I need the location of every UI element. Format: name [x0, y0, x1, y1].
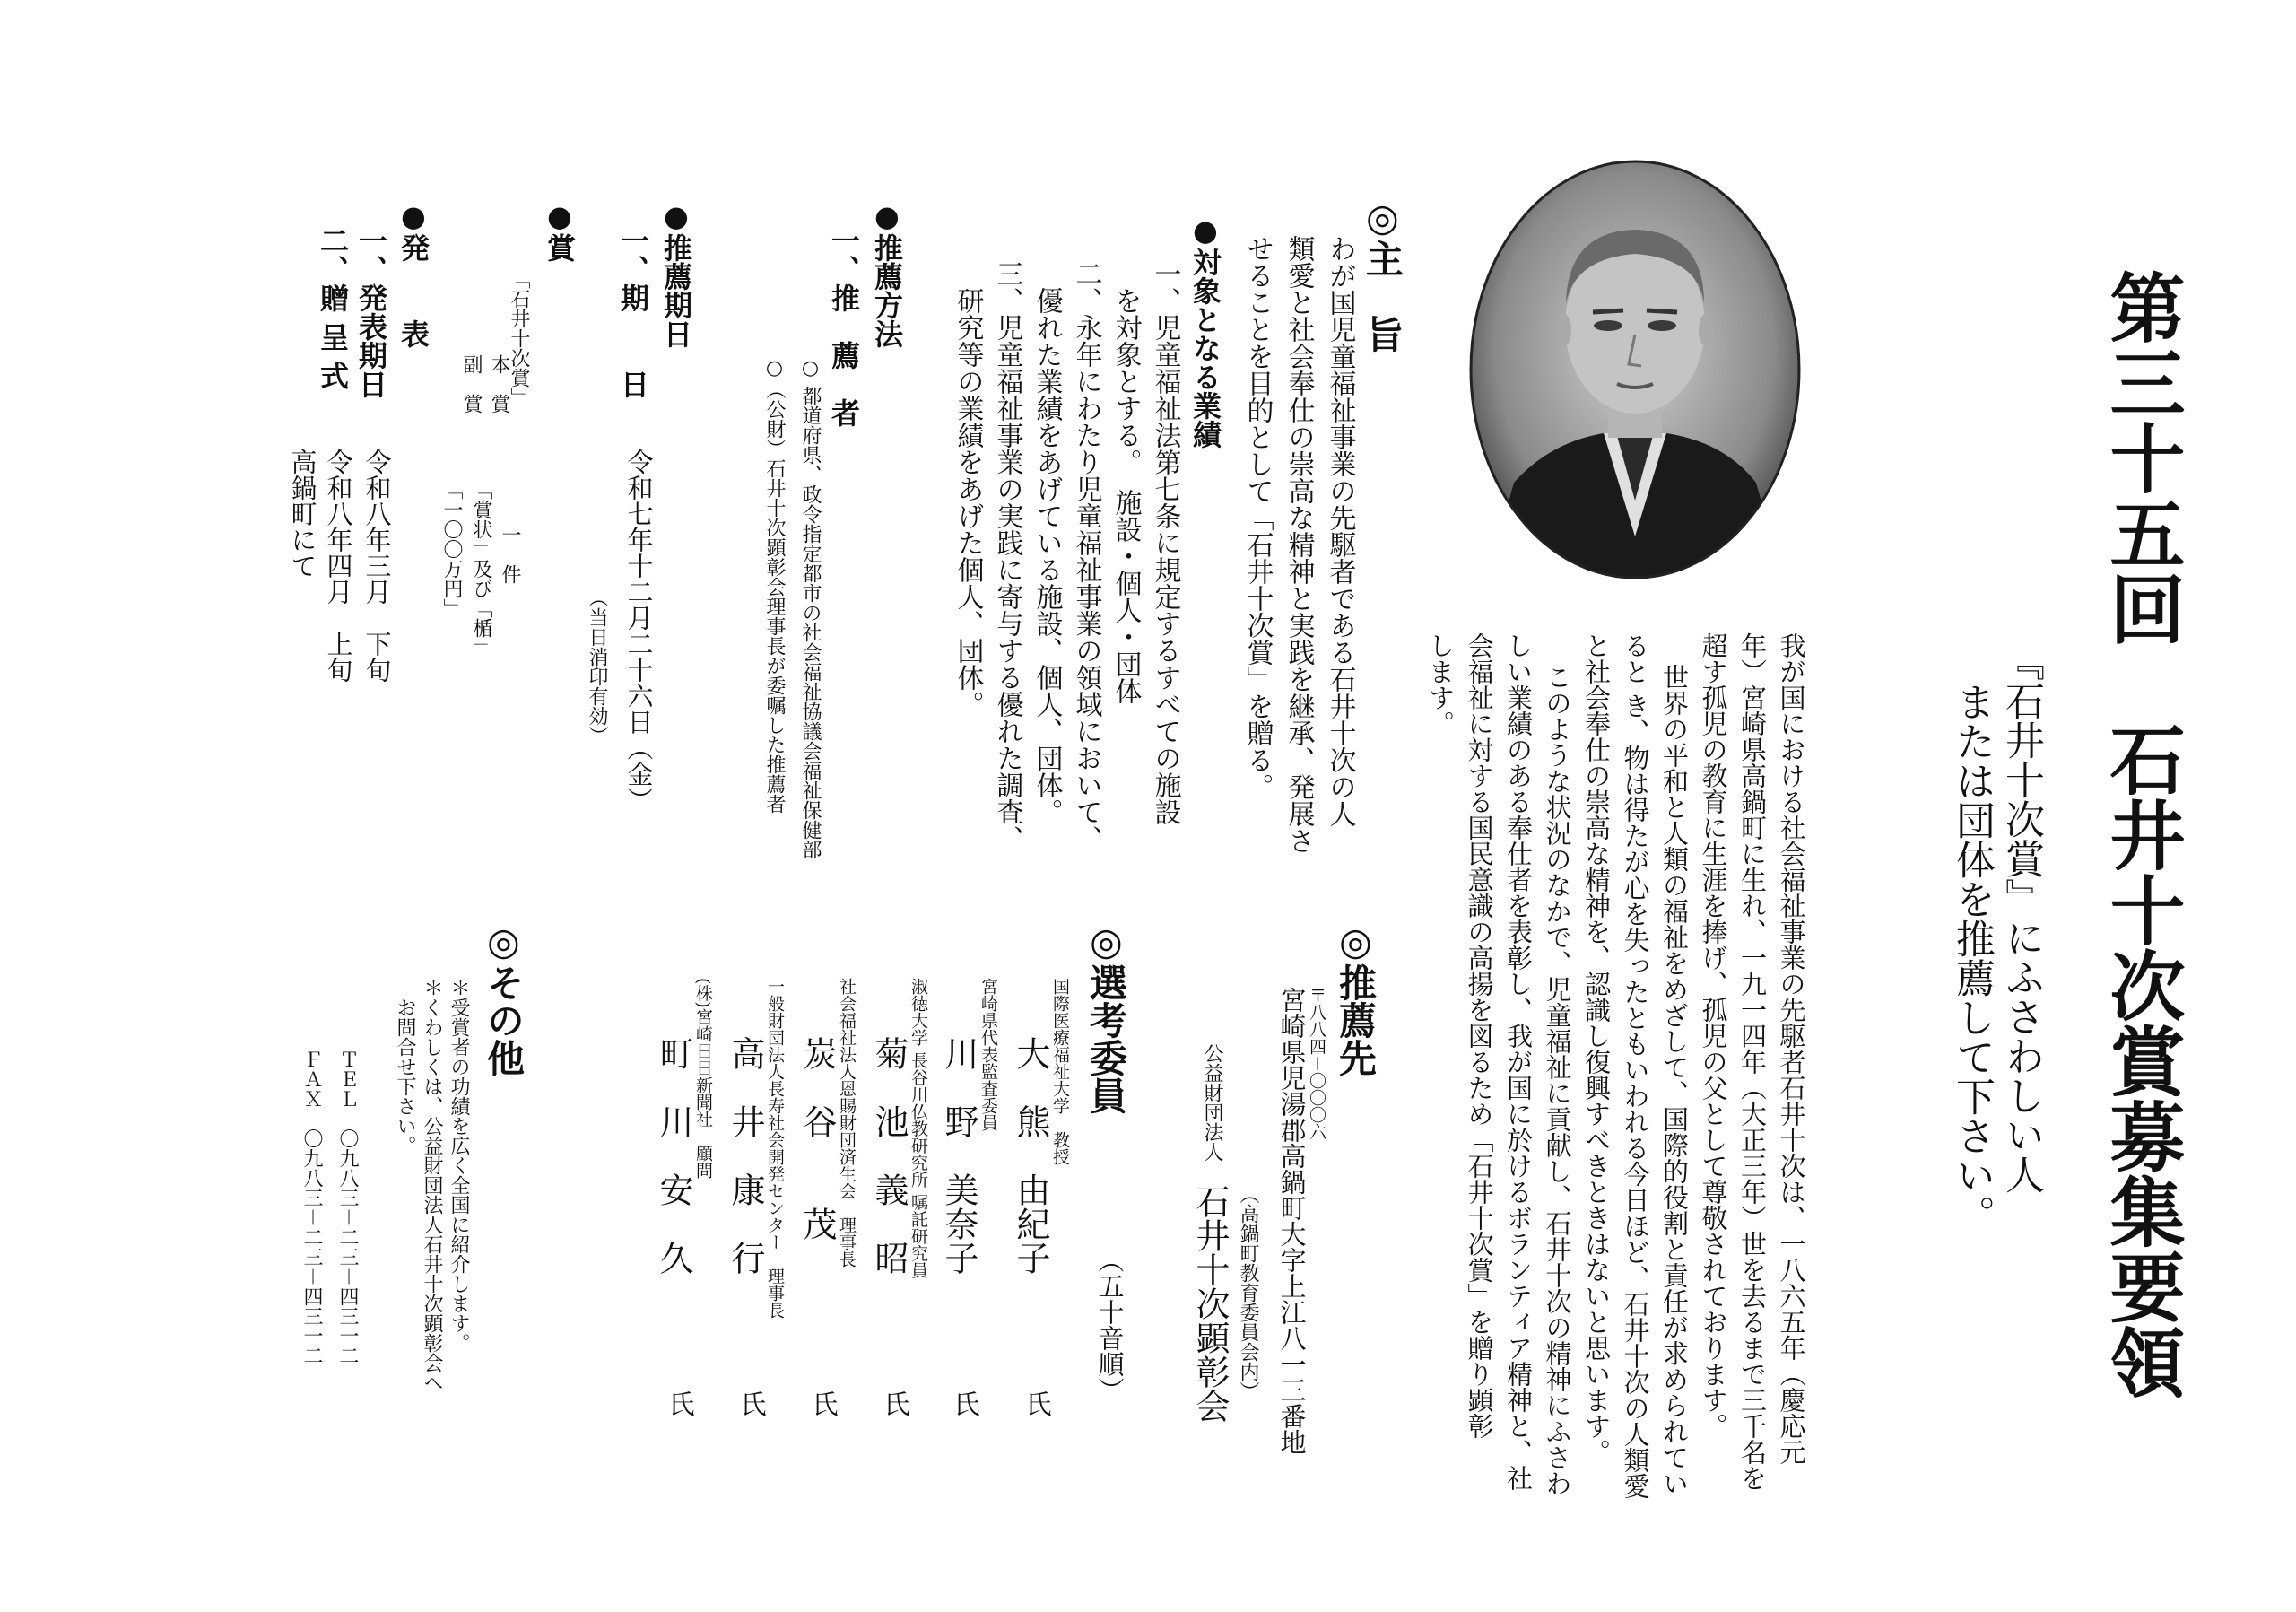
sho-sub-value-1: 「賞状」及び「楯」: [470, 480, 492, 658]
suisen-hoho-sub: 一、推 薦 者: [827, 226, 861, 427]
suisen-hoho-item-2: ○（公財）石井十次顕彰会理事長が委嘱した推薦者: [763, 357, 786, 814]
shushi-line-1: わが国児童福祉事業の先駆者である石井十次の人: [1324, 235, 1356, 827]
senko-member-affiliation: 宮崎県代表監査委員: [978, 978, 998, 1131]
subtitle-line-1: 『石井十次賞』にふさわしい人: [1998, 641, 2044, 1194]
kijitsu-label: 一、期 日: [616, 226, 650, 398]
intro-line-10: します。: [1425, 632, 1456, 736]
sho-group-label: 「石井十次賞」: [508, 269, 530, 407]
senko-member-honorific: 氏: [880, 1390, 911, 1416]
intro-line-4: 世界の平和と人類の福祉をめざして、国際的役割と責任が求められてい: [1659, 664, 1690, 1496]
sho-main-value: 一 件: [499, 525, 521, 584]
suisen-saki-org: 石井十次顕彰会: [1190, 1184, 1230, 1423]
kijitsu-note: （当日消印有効）: [586, 588, 608, 745]
senko-member-name: 町 川 安 久: [654, 1036, 693, 1275]
shushi-line-2: 類愛と社会奉仕の崇高な精神と実践を継承、発展さ: [1283, 235, 1315, 854]
senko-member-affiliation: 国際医療福祉大学 教授: [1050, 978, 1070, 1165]
page-title: 第三十五回 石井十次賞募集要領: [2098, 269, 2186, 1399]
sonota-line-2: ＊くわしくは、公益財団法人石井十次顕彰会へ: [421, 978, 443, 1392]
suisen-saki-note: （高鍋町教育委員会内）: [1237, 1184, 1259, 1401]
happyo-item2-value-1: 令和八年四月 上旬: [323, 449, 354, 683]
shushi-line-3: せることを目的として「石井十次賞」を贈る。: [1241, 235, 1274, 800]
intro-line-5: ると き、物は得たが心を失ったともいわれる今日ほど、石井十次の人類愛: [1620, 632, 1651, 1500]
sho-heading: ●賞: [543, 199, 577, 262]
senko-member-name: 高 井 康 行: [726, 1036, 765, 1275]
senko-member-name: 大 熊 由紀子: [1011, 1036, 1050, 1275]
sonota-line-3: お問合せ下さい。: [394, 978, 416, 1155]
happyo-item1-value: 令和八年三月 下旬: [361, 449, 393, 683]
senko-member-affiliation: 淑徳大学 長谷川仏教研究所 嘱託研究員: [909, 978, 928, 1279]
taisho-heading: ●対象となる業績: [1188, 213, 1222, 449]
senko-member-honorific: 氏: [736, 1390, 768, 1416]
senko-member-honorific: 氏: [1022, 1390, 1053, 1416]
taisho-line-6: 研究等の業績をあげた個人、団体。: [952, 260, 984, 718]
shushi-heading: ◎主 旨: [1361, 196, 1405, 353]
intro-line-3: 超す孤児の教育に生涯を捧げ、孤児の父として尊敬されております。: [1698, 632, 1729, 1439]
senko-member-affiliation: 一般財団法人長寿社会開発センター 理事長: [765, 978, 785, 1319]
senko-order: （五十音順）: [1094, 1247, 1126, 1403]
sonota-heading: ◎その他: [482, 919, 526, 1076]
intro-line-1: 我が国における社会福祉事業の先駆者石井十次は、一八六五年（慶応元: [1776, 632, 1807, 1465]
sonota-fax: ＦＡＸ 〇九八三－二三－四三一二: [300, 1050, 323, 1366]
sonota-tel: ＴＥＬ 〇九八三－二三－四三一二: [336, 1050, 359, 1366]
happyo-item1-label: 一、発表期日: [354, 226, 388, 398]
senko-heading: ◎選考委員: [1084, 919, 1128, 1114]
senko-member-affiliation: 社会福祉法人恩賜財団済生会 理事長: [837, 978, 857, 1268]
suisen-hoho-item-1: ○ 都道府県、政令指定都市の社会福祉協議会福祉保健部: [799, 357, 822, 859]
kijitsu-heading: ●推薦期日: [659, 199, 693, 348]
taisho-line-1: 一、児童福祉法第七条に規定するすべての施設: [1149, 260, 1181, 825]
suisen-saki-address: 宮崎県児湯郡高鍋町大字上江八一三番地: [1276, 987, 1308, 1455]
senko-member-name: 炭 谷 茂: [797, 1036, 837, 1241]
taisho-line-2: を対象とする。 施設・個人・団体: [1109, 260, 1142, 704]
senko-member-honorific: 氏: [665, 1390, 696, 1416]
kijitsu-value: 令和七年十二月二十六日（金）: [623, 449, 655, 813]
senko-member-name: 川 野 美奈子: [939, 1036, 978, 1275]
suisen-saki-org-prefix: 公益財団法人: [1201, 1043, 1223, 1162]
suisen-saki-heading: ◎推薦先: [1334, 919, 1378, 1076]
suisen-saki-postal: 〒八八四－〇〇〇六: [1307, 987, 1326, 1141]
intro-line-8: しい業績のある奉仕者を表彰し、我が国に於けるボランティア精神と、社: [1503, 632, 1534, 1491]
intro-line-9: 会福祉に対する国民意識の高揚を図るため「石井十次賞」を贈り顕彰: [1464, 632, 1495, 1439]
happyo-item2-value-2: 高鍋町にて: [287, 449, 318, 579]
happyo-item2-label: 二、贈 呈 式: [316, 226, 350, 390]
senko-member-honorific: 氏: [950, 1390, 981, 1416]
senko-member-affiliation: (株)宮崎日日新聞社 顧問: [693, 978, 713, 1179]
senko-member-name: 菊 池 義 昭: [869, 1036, 909, 1275]
taisho-line-3: 二、永年にわたり児童福祉事業の領域において、: [1070, 260, 1102, 852]
suisen-hoho-heading: ●推薦方法: [870, 199, 904, 348]
sho-sub-label: 副 賞: [460, 354, 483, 414]
intro-line-2: 年）宮崎県高鍋町に生れ、一九一四年（大正三年）世を去るまで三千名を: [1737, 632, 1768, 1491]
intro-line-6: と社会奉仕の崇高な精神を、認識し復興すべきときはないと思います。: [1581, 632, 1612, 1465]
intro-line-7: このような状況のなかで、児童福祉に貢献し、石井十次の精神にふさわ: [1542, 664, 1573, 1496]
sho-main-label: 本 賞: [488, 354, 510, 414]
sonota-line-1: ＊受賞者の功績を広く全国に紹介します。: [448, 978, 470, 1353]
senko-member-honorific: 氏: [808, 1390, 839, 1416]
taisho-line-5: 三、児童福祉事業の実践に寄与する優れた調査、: [991, 260, 1023, 852]
sho-sub-value-2: 「一〇〇万円」: [440, 480, 463, 618]
portrait-photo: [1469, 160, 1801, 579]
happyo-heading: ●発 表: [396, 199, 430, 348]
subtitle-line-2: または団体を推薦して下さい。: [1949, 682, 1995, 1234]
taisho-line-4: 優れた業績をあげている施設、個人、団体。: [1031, 260, 1063, 825]
